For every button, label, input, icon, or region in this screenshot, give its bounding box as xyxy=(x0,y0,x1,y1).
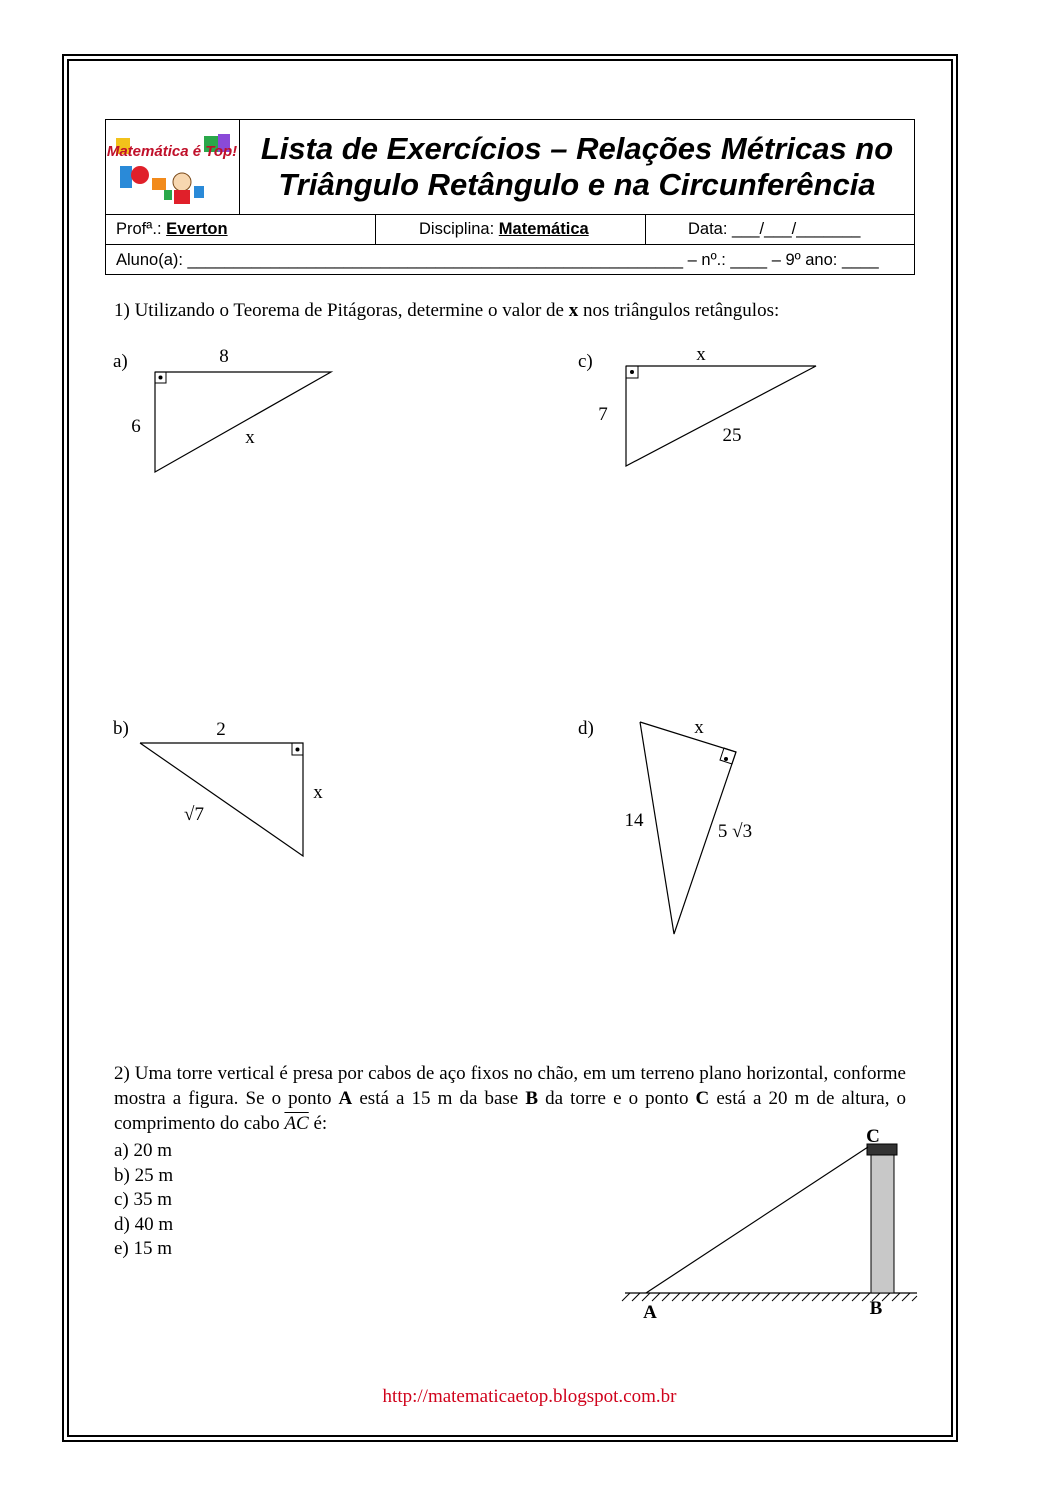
teacher-name: Everton xyxy=(166,220,228,238)
logo-text: Matemática é Top! xyxy=(106,143,238,160)
title-line-2: Triângulo Retângulo e na Circunferência xyxy=(278,167,876,202)
question-2-statement xyxy=(114,1061,906,1136)
q2-point-b: B xyxy=(525,1088,539,1109)
q2-point-a: A xyxy=(338,1088,353,1109)
item-a-label: a) xyxy=(113,351,128,372)
question-1-text: 1) Utilizando o Teorema de Pitágoras, determine o valor de xyxy=(114,300,564,321)
date-field: Data: ___/___/_______ xyxy=(688,220,861,238)
discipline-name: Matemática xyxy=(498,220,589,238)
question-1-text-end: nos triângulos retângulos: xyxy=(582,300,780,321)
triangle-b xyxy=(140,719,323,856)
triangle-c-left-label: 7 xyxy=(598,404,608,425)
option-d: d) 40 m xyxy=(114,1214,174,1235)
q2-text-3: da torre e o ponto xyxy=(545,1088,689,1109)
item-c-label: c) xyxy=(578,351,593,372)
option-e: e) 15 m xyxy=(114,1238,173,1259)
teacher-label: Profª.: xyxy=(116,220,162,238)
option-b: b) 25 m xyxy=(114,1165,174,1186)
question-1-variable: x xyxy=(568,300,579,321)
item-b-label: b) xyxy=(113,718,129,739)
student-field: Aluno(a): ______________________________________________________ xyxy=(116,250,684,269)
triangle-b-hyp-label: √7 xyxy=(184,804,204,825)
triangle-d xyxy=(625,717,753,934)
item-d-label: d) xyxy=(578,718,594,739)
footer-url[interactable]: http://matematicaetop.blogspot.com.br xyxy=(382,1386,677,1407)
triangle-a-top-label: 8 xyxy=(219,346,229,367)
option-c: c) 35 m xyxy=(114,1189,173,1210)
triangle-a xyxy=(131,346,331,472)
q2-text-1: 2) Uma torre vertical é presa por cabos de aço fixos no chão, em um terreno plano horizontal, conforme mostra a figura. Se o ponto xyxy=(114,1063,906,1109)
q2-point-c: C xyxy=(695,1088,710,1109)
grade-field: – 9º ano: ____ xyxy=(771,250,879,269)
q2-text-5: é: xyxy=(313,1113,328,1134)
number-field: – nº.: ____ xyxy=(687,250,768,269)
triangle-a-hyp-label: x xyxy=(245,427,255,448)
title-line-1: Lista de Exercícios – Relações Métricas no xyxy=(260,131,894,166)
q2-segment: $\overline{AC}$ xyxy=(284,1113,309,1134)
option-a: a) 20 m xyxy=(114,1140,173,1161)
triangle-d-right-label: 5 √3 xyxy=(717,821,753,842)
triangle-c-top-label: x xyxy=(696,344,706,365)
q2-text-4: está a 20 m de altura, o comprimento do cabo xyxy=(114,1088,907,1134)
triangle-b-right-label: x xyxy=(313,782,323,803)
point-c-label: C xyxy=(866,1126,880,1147)
discipline-label: Disciplina: xyxy=(419,220,495,238)
q2-text-2: está a 15 m da base xyxy=(359,1088,519,1109)
point-a-label: A xyxy=(643,1302,657,1323)
triangle-d-left-label: 14 xyxy=(624,810,644,831)
triangle-d-top-label: x xyxy=(694,717,704,738)
triangle-a-left-label: 6 xyxy=(131,416,141,437)
triangle-b-top-label: 2 xyxy=(216,719,226,740)
triangle-c xyxy=(598,344,816,466)
point-b-label: B xyxy=(869,1298,883,1319)
triangle-c-hyp-label: 25 xyxy=(722,425,742,446)
tower-figure xyxy=(622,1126,917,1323)
